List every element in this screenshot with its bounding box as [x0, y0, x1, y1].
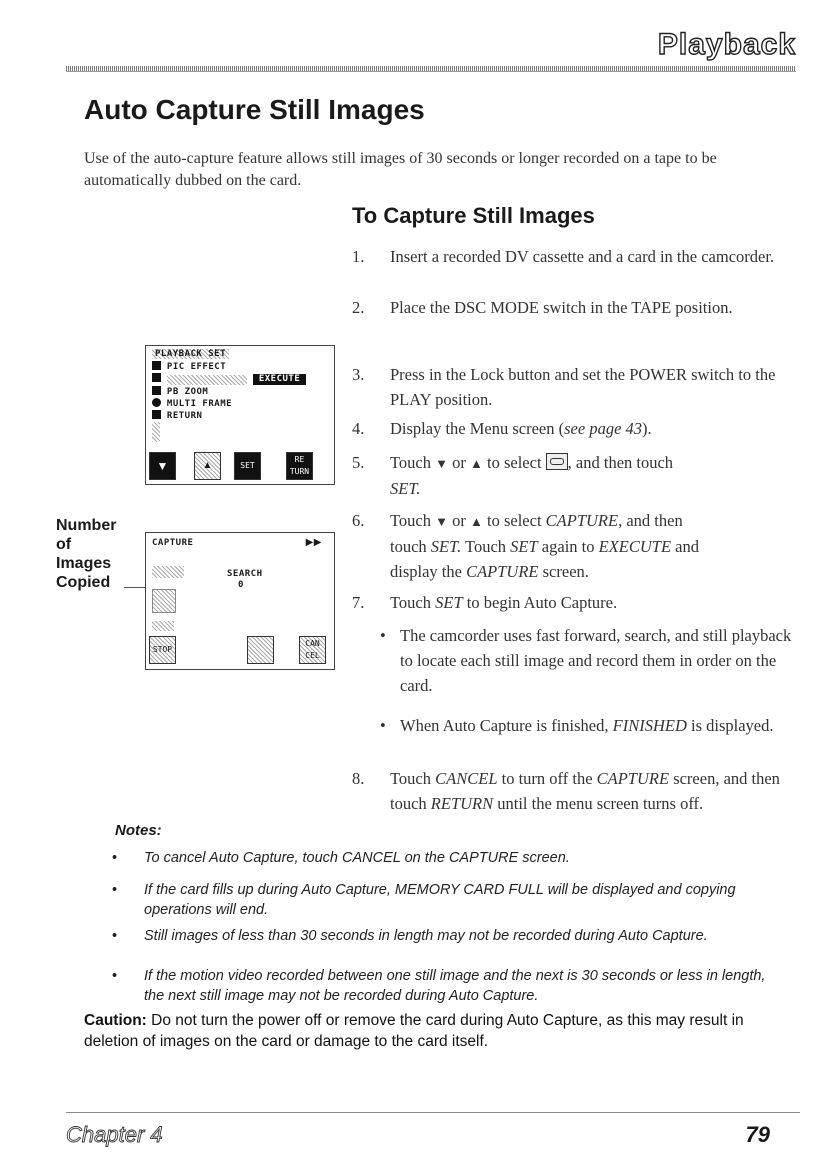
step-7-bullet-2 [380, 713, 800, 738]
step-text: Place the DSC MODE switch in the TAPE position. [390, 298, 733, 317]
caution-text: Do not turn the power off or remove the card during Auto Capture, as this may result in deletion of images on the card or damage to the card itself. [84, 1012, 744, 1050]
bullet-text: When Auto Capture is finished, FINISHED is displayed. [400, 716, 774, 735]
step-number: 7. [352, 593, 365, 612]
note-2 [112, 880, 772, 920]
tape-status-indicator [152, 566, 184, 578]
execute-label: EXECUTE [253, 374, 306, 385]
menu-scroll-indicator [152, 422, 160, 442]
chapter-label: Chapter 4 [66, 1122, 163, 1147]
step-3 [352, 362, 792, 412]
thumbnail-indicator [152, 589, 176, 613]
step-text: Touch ▼ or ▲ to select CAPTURE, and then touch SET. Touch SET again to EXECUTE and display the CAPTURE screen. [390, 511, 699, 581]
step-6 [352, 508, 792, 584]
search-status: SEARCH [227, 569, 263, 579]
lcd-capture-screen [145, 532, 335, 670]
menu-title: PLAYBACK SET [152, 349, 229, 359]
capture-title: CAPTURE [152, 538, 194, 548]
up-arrow-icon: ▲ [470, 456, 483, 471]
step-number: 4. [352, 419, 365, 438]
step-number: 2. [352, 298, 365, 317]
images-copied-count: 0 [238, 580, 244, 590]
note-bullet: • [112, 882, 118, 898]
page-number: 79 [745, 1122, 770, 1147]
note-text: If the card fills up during Auto Capture, MEMORY CARD FULL will be displayed and copying operations will end. [144, 882, 736, 918]
step-number: 3. [352, 365, 365, 384]
menu-item-capture [152, 373, 328, 384]
step-5 [352, 450, 792, 501]
step-4 [352, 416, 792, 441]
lcd-menu-screen [145, 345, 335, 485]
step-text: Touch ▼ or ▲ to select , and then touch SET. [390, 453, 674, 498]
fast-forward-icon: ▶▶ [305, 537, 322, 548]
step-7-bullet-1 [380, 623, 800, 698]
section-subtitle: To Capture Still Images [352, 203, 595, 228]
stop-softkey[interactable]: STOP [149, 636, 176, 664]
step-1 [352, 244, 792, 269]
note-bullet: • [112, 928, 118, 944]
card-indicator [152, 621, 174, 631]
down-arrow-icon: ▼ [435, 514, 449, 529]
blank-softkey[interactable] [247, 636, 274, 664]
down-arrow-softkey[interactable]: ▼ [149, 452, 176, 480]
set-softkey[interactable]: SET [234, 452, 261, 480]
note-text: Still images of less than 30 seconds in length may not be recorded during Auto Capture. [144, 928, 708, 944]
note-4 [112, 966, 772, 1006]
step-7 [352, 590, 792, 615]
notes-label: Notes: [115, 822, 162, 839]
note-text: To cancel Auto Capture, touch CANCEL on the CAPTURE screen. [144, 850, 570, 866]
step-text: Touch CANCEL to turn off the CAPTURE screen, and then touch RETURN until the menu screen turns off. [390, 769, 780, 813]
step-text: Display the Menu screen (see page 43). [390, 419, 652, 438]
intro-paragraph: Use of the auto-capture feature allows still images of 30 seconds or longer recorded on a tape to be automatically dubbed on the card. [84, 150, 717, 189]
images-copied-label: Number of Images Copied [56, 517, 117, 591]
up-arrow-softkey[interactable]: ▲ [194, 452, 221, 480]
note-text: If the motion video recorded between one still image and the next is 30 seconds or less in length, the next still image may not be recorded during Auto Capture. [144, 968, 766, 1004]
menu-item-return: RETURN [152, 410, 202, 421]
page-title: Auto Capture Still Images [84, 94, 425, 125]
step-2 [352, 295, 792, 320]
up-arrow-icon: ▲ [470, 514, 483, 529]
step-text: Press in the Lock button and set the POWER switch to the PLAY position. [390, 365, 776, 409]
step-number: 1. [352, 247, 365, 266]
bullet-dot: • [380, 716, 386, 735]
menu-item-multi-frame: MULTI FRAME [152, 398, 232, 409]
caution-label: Caution: [84, 1012, 147, 1029]
step-number: 8. [352, 769, 365, 788]
header-rule [66, 66, 796, 72]
step-text: Touch SET to begin Auto Capture. [390, 593, 618, 612]
step-number: 6. [352, 511, 365, 530]
down-arrow-icon: ▼ [435, 456, 449, 471]
bullet-dot: • [380, 626, 386, 645]
step-text: Insert a recorded DV cassette and a card in the camcorder. [390, 247, 775, 266]
section-title: Playback [657, 28, 796, 61]
step-number: 5. [352, 453, 365, 472]
return-softkey[interactable]: RE TURN [286, 452, 313, 480]
caution-paragraph [84, 1010, 784, 1052]
menu-item-pic-effect: PIC EFFECT [152, 361, 226, 372]
menu-item-pb-zoom: PB ZOOM [152, 386, 208, 397]
step-8 [352, 766, 792, 816]
footer-rule [66, 1112, 800, 1113]
bullet-text: The camcorder uses fast forward, search, and still playback to locate each still image and record them in order on the card. [400, 626, 792, 695]
note-1 [112, 848, 772, 868]
note-bullet: • [112, 850, 118, 866]
note-3 [112, 926, 772, 946]
note-bullet: • [112, 968, 118, 984]
cancel-softkey[interactable]: CAN CEL [299, 636, 326, 664]
cassette-icon [546, 453, 568, 470]
